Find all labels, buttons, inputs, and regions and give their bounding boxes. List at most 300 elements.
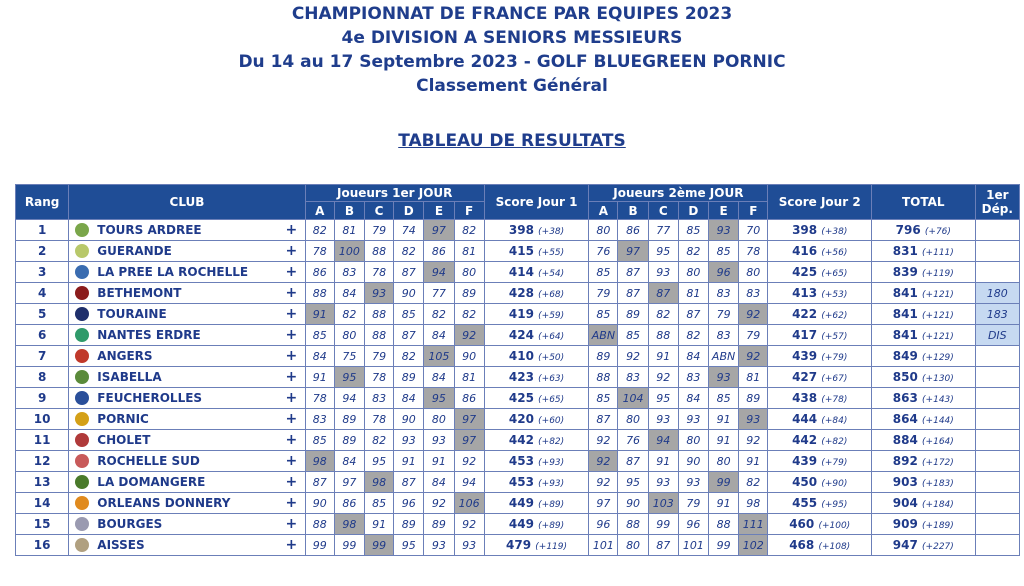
day2-player-score: 88: [618, 514, 648, 535]
expand-plus-button[interactable]: +: [278, 346, 305, 367]
table-row: [16, 325, 1020, 346]
expand-plus-button[interactable]: +: [278, 514, 305, 535]
day1-player-score: 82: [334, 304, 364, 325]
expand-plus-button[interactable]: +: [278, 430, 305, 451]
total-value: 892: [892, 454, 918, 468]
day2-player-score: 83: [678, 367, 708, 388]
col-score-day2: Score Jour 2: [768, 185, 872, 220]
day2-player-score: 89: [589, 346, 618, 367]
day2-player-score: 91: [709, 493, 739, 514]
day1-player-score: 93: [424, 535, 454, 556]
score-day2-value: 460: [789, 517, 815, 531]
expand-plus-button[interactable]: +: [278, 493, 305, 514]
day1-player-score: 89: [454, 283, 484, 304]
total-diff: (+184): [922, 500, 954, 510]
day2-player-score: 96: [678, 514, 708, 535]
rank-cell: 6: [16, 325, 69, 346]
club-name: ROCHELLE SUD: [97, 453, 200, 468]
club-name: ANGERS: [97, 348, 153, 363]
day1-player-score: 91: [424, 451, 454, 472]
expand-plus-button[interactable]: +: [278, 367, 305, 388]
expand-plus-button[interactable]: +: [278, 304, 305, 325]
total-diff: (+119): [922, 269, 954, 279]
day2-player-score: 87: [678, 304, 708, 325]
day2-player-score: 90: [618, 493, 648, 514]
total-diff: (+121): [922, 332, 954, 342]
day1-player-score: 86: [454, 388, 484, 409]
day1-player-score: 90: [394, 283, 424, 304]
day1-player-score: 83: [365, 388, 394, 409]
day1-player-score: 81: [334, 220, 364, 241]
score-day1-cell: [484, 535, 589, 556]
col-day1-players: Joueurs 1er JOUR: [305, 185, 484, 202]
club-cell: [69, 220, 278, 241]
day1-player-score: 92: [454, 451, 484, 472]
day2-player-score: 87: [618, 283, 648, 304]
day1-player-score: 98: [365, 472, 394, 493]
day2-player-score: 82: [678, 241, 708, 262]
title-line-2: 4e DIVISION A SENIORS MESSIEURS: [341, 28, 683, 48]
score-day2-cell: [768, 430, 872, 451]
club-logo-icon: [75, 265, 89, 279]
table-row: [16, 346, 1020, 367]
day1-player-score: 106: [454, 493, 484, 514]
total-diff: (+130): [922, 374, 954, 384]
day1-player-score: 93: [454, 535, 484, 556]
total-diff: (+227): [922, 542, 954, 552]
day1-player-score: 94: [454, 472, 484, 493]
day2-player-score: 89: [618, 304, 648, 325]
total-diff: (+121): [922, 311, 954, 321]
col-player-letter: D: [678, 202, 708, 220]
score-day1-diff: (+64): [538, 332, 565, 342]
col-total: TOTAL: [872, 185, 976, 220]
score-day2-value: 422: [792, 307, 818, 321]
expand-plus-button[interactable]: +: [278, 241, 305, 262]
day2-player-score: 76: [589, 241, 618, 262]
day2-player-score: 80: [739, 262, 768, 283]
club-logo-icon: [75, 433, 89, 447]
club-name: GUERANDE: [97, 243, 172, 258]
day2-player-score: 83: [618, 367, 648, 388]
expand-plus-button[interactable]: +: [278, 283, 305, 304]
day1-player-score: 97: [454, 409, 484, 430]
total-diff: (+144): [922, 416, 954, 426]
total-cell: [872, 388, 976, 409]
day2-player-score: 80: [618, 535, 648, 556]
table-row: [16, 472, 1020, 493]
table-row: [16, 367, 1020, 388]
expand-plus-button[interactable]: +: [278, 409, 305, 430]
club-cell: [69, 535, 278, 556]
day1-player-score: 89: [424, 514, 454, 535]
day1-player-score: 84: [424, 472, 454, 493]
total-value: 863: [892, 391, 918, 405]
total-cell: [872, 493, 976, 514]
club-cell: [69, 451, 278, 472]
first-dep-cell: [975, 430, 1019, 451]
score-day2-diff: (+62): [821, 311, 848, 321]
table-row: [16, 220, 1020, 241]
day2-player-score: 95: [648, 241, 678, 262]
expand-plus-button[interactable]: +: [278, 220, 305, 241]
title-line-4: Classement Général: [416, 76, 608, 96]
score-day1-diff: (+60): [538, 416, 565, 426]
day1-player-score: 80: [454, 262, 484, 283]
club-name: NANTES ERDRE: [97, 327, 201, 342]
day2-player-score: 92: [589, 430, 618, 451]
score-day1-diff: (+89): [538, 521, 565, 531]
day2-player-score: 93: [739, 409, 768, 430]
day1-player-score: 84: [424, 367, 454, 388]
score-day2-diff: (+108): [818, 542, 851, 552]
day2-player-score: 97: [618, 241, 648, 262]
day2-player-score: 79: [589, 283, 618, 304]
day2-player-score: 103: [648, 493, 678, 514]
club-name: PORNIC: [97, 411, 149, 426]
day1-player-score: 91: [305, 304, 334, 325]
col-player-letter: A: [589, 202, 618, 220]
score-day2-cell: [768, 283, 872, 304]
day2-player-score: 80: [589, 220, 618, 241]
day1-player-score: 88: [305, 283, 334, 304]
total-cell: [872, 220, 976, 241]
club-logo-icon: [75, 538, 89, 552]
col-player-letter: C: [365, 202, 394, 220]
score-day2-cell: [768, 514, 872, 535]
day2-player-score: 83: [709, 283, 739, 304]
score-day2-cell: [768, 472, 872, 493]
club-cell: [69, 493, 278, 514]
day1-player-score: 78: [365, 367, 394, 388]
col-player-letter: F: [454, 202, 484, 220]
score-day2-diff: (+67): [821, 374, 848, 384]
title-line-3: Du 14 au 17 Septembre 2023 - GOLF BLUEGREEN PORNIC: [238, 52, 786, 72]
day2-player-score: 99: [648, 514, 678, 535]
day1-player-score: 82: [394, 241, 424, 262]
day1-player-score: 94: [424, 262, 454, 283]
day1-player-score: 74: [394, 220, 424, 241]
day1-player-score: 82: [454, 220, 484, 241]
score-day1-value: 415: [508, 244, 534, 258]
first-dep-cell: [975, 346, 1019, 367]
day1-player-score: 86: [305, 262, 334, 283]
day2-player-score: 90: [678, 451, 708, 472]
day1-player-score: 87: [394, 472, 424, 493]
results-subtitle: [0, 131, 1024, 151]
club-logo-icon: [75, 328, 89, 342]
score-day2-value: 427: [792, 370, 818, 384]
total-cell: [872, 241, 976, 262]
score-day2-diff: (+84): [821, 416, 848, 426]
score-day2-diff: (+38): [821, 227, 848, 237]
day1-player-score: 98: [334, 514, 364, 535]
day1-player-score: 88: [365, 325, 394, 346]
day2-player-score: 98: [739, 493, 768, 514]
day2-player-score: 99: [709, 535, 739, 556]
day2-player-score: 91: [709, 409, 739, 430]
day2-player-score: 95: [618, 472, 648, 493]
score-day1-diff: (+93): [538, 458, 565, 468]
score-day1-diff: (+119): [535, 542, 568, 552]
club-cell: [69, 241, 278, 262]
day2-player-score: 96: [709, 262, 739, 283]
col-rang: Rang: [16, 185, 69, 220]
day2-player-score: 83: [739, 283, 768, 304]
club-cell: [69, 325, 278, 346]
day2-player-score: 104: [618, 388, 648, 409]
score-day1-cell: [484, 451, 589, 472]
score-day2-value: 413: [792, 286, 818, 300]
score-day1-value: 419: [508, 307, 534, 321]
club-logo-icon: [75, 307, 89, 321]
day2-player-score: 83: [709, 325, 739, 346]
score-day2-diff: (+79): [821, 353, 848, 363]
table-row: [16, 262, 1020, 283]
score-day1-diff: (+54): [538, 269, 565, 279]
day2-player-score: 92: [618, 346, 648, 367]
day1-player-score: 87: [305, 472, 334, 493]
day1-player-score: 78: [365, 409, 394, 430]
first-dep-cell: [975, 535, 1019, 556]
club-logo-icon: [75, 412, 89, 426]
score-day2-value: 416: [792, 244, 818, 258]
day1-player-score: 80: [334, 325, 364, 346]
club-logo-icon: [75, 244, 89, 258]
first-dep-cell: 180: [975, 283, 1019, 304]
day2-player-score: 79: [678, 493, 708, 514]
results-subtitle-text: TABLEAU DE RESULTATS: [398, 131, 626, 151]
score-day2-value: 439: [792, 454, 818, 468]
day2-player-score: 93: [648, 472, 678, 493]
day2-player-score: 101: [678, 535, 708, 556]
day1-player-score: 85: [365, 493, 394, 514]
score-day1-cell: [484, 430, 589, 451]
score-day2-value: 425: [792, 265, 818, 279]
score-day1-cell: [484, 493, 589, 514]
total-diff: (+129): [922, 353, 954, 363]
score-day1-cell: [484, 262, 589, 283]
total-cell: [872, 367, 976, 388]
first-dep-cell: [975, 388, 1019, 409]
day1-player-score: 90: [454, 346, 484, 367]
day1-player-score: 83: [305, 409, 334, 430]
day1-player-score: 95: [334, 367, 364, 388]
rank-cell: 1: [16, 220, 69, 241]
day2-player-score: 97: [589, 493, 618, 514]
club-name: BOURGES: [97, 516, 163, 531]
table-row: [16, 241, 1020, 262]
table-row: [16, 409, 1020, 430]
club-name: TOURAINE: [97, 306, 167, 321]
score-day1-value: 424: [508, 328, 534, 342]
day1-player-score: 85: [394, 304, 424, 325]
club-cell: [69, 304, 278, 325]
score-day1-diff: (+50): [538, 353, 565, 363]
day1-player-score: 91: [394, 451, 424, 472]
club-name: LA PREE LA ROCHELLE: [97, 264, 249, 279]
rank-cell: 7: [16, 346, 69, 367]
day2-player-score: 93: [648, 262, 678, 283]
expand-plus-button[interactable]: +: [278, 325, 305, 346]
day2-player-score: 89: [739, 388, 768, 409]
score-day2-cell: [768, 241, 872, 262]
club-logo-icon: [75, 223, 89, 237]
first-dep-cell: [975, 493, 1019, 514]
day2-player-score: 92: [648, 367, 678, 388]
rank-cell: 12: [16, 451, 69, 472]
score-day2-diff: (+79): [821, 458, 848, 468]
day1-player-score: 88: [365, 304, 394, 325]
total-value: 909: [892, 517, 918, 531]
day2-player-score: 79: [709, 304, 739, 325]
day2-player-score: 93: [709, 220, 739, 241]
day1-player-score: 87: [394, 325, 424, 346]
score-day1-value: 453: [508, 475, 534, 489]
day1-player-score: 91: [365, 514, 394, 535]
total-diff: (+172): [922, 458, 954, 468]
total-diff: (+164): [922, 437, 954, 447]
total-cell: [872, 262, 976, 283]
total-value: 796: [895, 223, 921, 237]
total-value: 947: [892, 538, 918, 552]
score-day2-cell: [768, 346, 872, 367]
day2-player-score: 85: [709, 388, 739, 409]
total-diff: (+111): [922, 248, 954, 258]
day2-player-score: 80: [678, 430, 708, 451]
col-player-letter: B: [334, 202, 364, 220]
score-day1-diff: (+63): [538, 374, 565, 384]
table-row: [16, 535, 1020, 556]
score-day1-value: 410: [508, 349, 534, 363]
day1-player-score: 78: [365, 262, 394, 283]
score-day2-diff: (+56): [821, 248, 848, 258]
day2-player-score: 82: [739, 472, 768, 493]
first-dep-cell: [975, 451, 1019, 472]
day2-player-score: 81: [678, 283, 708, 304]
expand-plus-button[interactable]: +: [278, 472, 305, 493]
day1-player-score: 84: [424, 325, 454, 346]
day1-player-score: 84: [334, 451, 364, 472]
score-day1-diff: (+93): [538, 479, 565, 489]
club-cell: [69, 388, 278, 409]
score-day1-value: 420: [508, 412, 534, 426]
total-cell: [872, 472, 976, 493]
score-day1-value: 398: [508, 223, 534, 237]
score-day2-value: 398: [792, 223, 818, 237]
day2-player-score: 96: [589, 514, 618, 535]
club-name: LA DOMANGERE: [97, 474, 206, 489]
expand-plus-button[interactable]: +: [278, 388, 305, 409]
score-day2-diff: (+65): [821, 269, 848, 279]
day2-player-score: 92: [589, 472, 618, 493]
score-day2-cell: [768, 535, 872, 556]
col-player-letter: D: [394, 202, 424, 220]
day2-player-score: 111: [739, 514, 768, 535]
day1-player-score: 105: [424, 346, 454, 367]
score-day1-value: 423: [508, 370, 534, 384]
expand-plus-button[interactable]: +: [278, 451, 305, 472]
col-first-dep: 1er Dép.: [975, 185, 1019, 220]
day1-player-score: 91: [305, 367, 334, 388]
day1-player-score: 78: [305, 388, 334, 409]
club-name: BETHEMONT: [97, 285, 182, 300]
total-cell: [872, 514, 976, 535]
day2-player-score: 102: [739, 535, 768, 556]
score-day1-cell: [484, 304, 589, 325]
first-dep-cell: [975, 262, 1019, 283]
score-day2-value: 444: [792, 412, 818, 426]
club-cell: [69, 346, 278, 367]
club-name: ORLEANS DONNERY: [97, 495, 231, 510]
score-day2-value: 455: [792, 496, 818, 510]
score-day1-diff: (+65): [538, 395, 565, 405]
total-value: 841: [892, 328, 918, 342]
day1-player-score: 79: [365, 220, 394, 241]
club-logo-icon: [75, 349, 89, 363]
total-cell: [872, 346, 976, 367]
club-logo-icon: [75, 454, 89, 468]
total-cell: [872, 430, 976, 451]
club-logo-icon: [75, 496, 89, 510]
club-cell: [69, 409, 278, 430]
score-day2-cell: [768, 367, 872, 388]
total-value: 841: [892, 307, 918, 321]
score-day2-diff: (+57): [821, 332, 848, 342]
table-row: [16, 283, 1020, 304]
score-day2-cell: [768, 262, 872, 283]
col-player-letter: C: [648, 202, 678, 220]
rank-cell: 15: [16, 514, 69, 535]
first-dep-cell: [975, 220, 1019, 241]
day1-player-score: 82: [394, 346, 424, 367]
day1-player-score: 92: [454, 514, 484, 535]
day1-player-score: 89: [334, 409, 364, 430]
day2-player-score: 93: [709, 367, 739, 388]
score-day1-cell: [484, 514, 589, 535]
expand-plus-button[interactable]: +: [278, 262, 305, 283]
day1-player-score: 95: [394, 535, 424, 556]
rank-cell: 10: [16, 409, 69, 430]
title-line-1: CHAMPIONNAT DE FRANCE PAR EQUIPES 2023: [291, 4, 733, 24]
club-name: FEUCHEROLLES: [97, 390, 203, 405]
day1-player-score: 99: [334, 535, 364, 556]
table-row: [16, 430, 1020, 451]
expand-plus-button[interactable]: +: [278, 535, 305, 556]
total-diff: (+76): [924, 227, 951, 237]
club-name: ISABELLA: [97, 369, 162, 384]
total-diff: (+143): [922, 395, 954, 405]
day1-player-score: 92: [424, 493, 454, 514]
score-day2-cell: [768, 493, 872, 514]
score-day1-value: 449: [508, 517, 534, 531]
col-player-letter: F: [739, 202, 768, 220]
day2-player-score: 93: [678, 472, 708, 493]
score-day1-diff: (+89): [538, 500, 565, 510]
score-day1-value: 414: [508, 265, 534, 279]
day1-player-score: 75: [334, 346, 364, 367]
day2-player-score: 81: [739, 367, 768, 388]
score-day2-value: 417: [792, 328, 818, 342]
day2-player-score: 87: [648, 535, 678, 556]
col-player-letter: E: [709, 202, 739, 220]
club-logo-icon: [75, 391, 89, 405]
score-day1-cell: [484, 409, 589, 430]
day1-player-score: 85: [305, 430, 334, 451]
total-diff: (+189): [922, 521, 954, 531]
day2-player-score: 85: [589, 262, 618, 283]
total-value: 839: [892, 265, 918, 279]
